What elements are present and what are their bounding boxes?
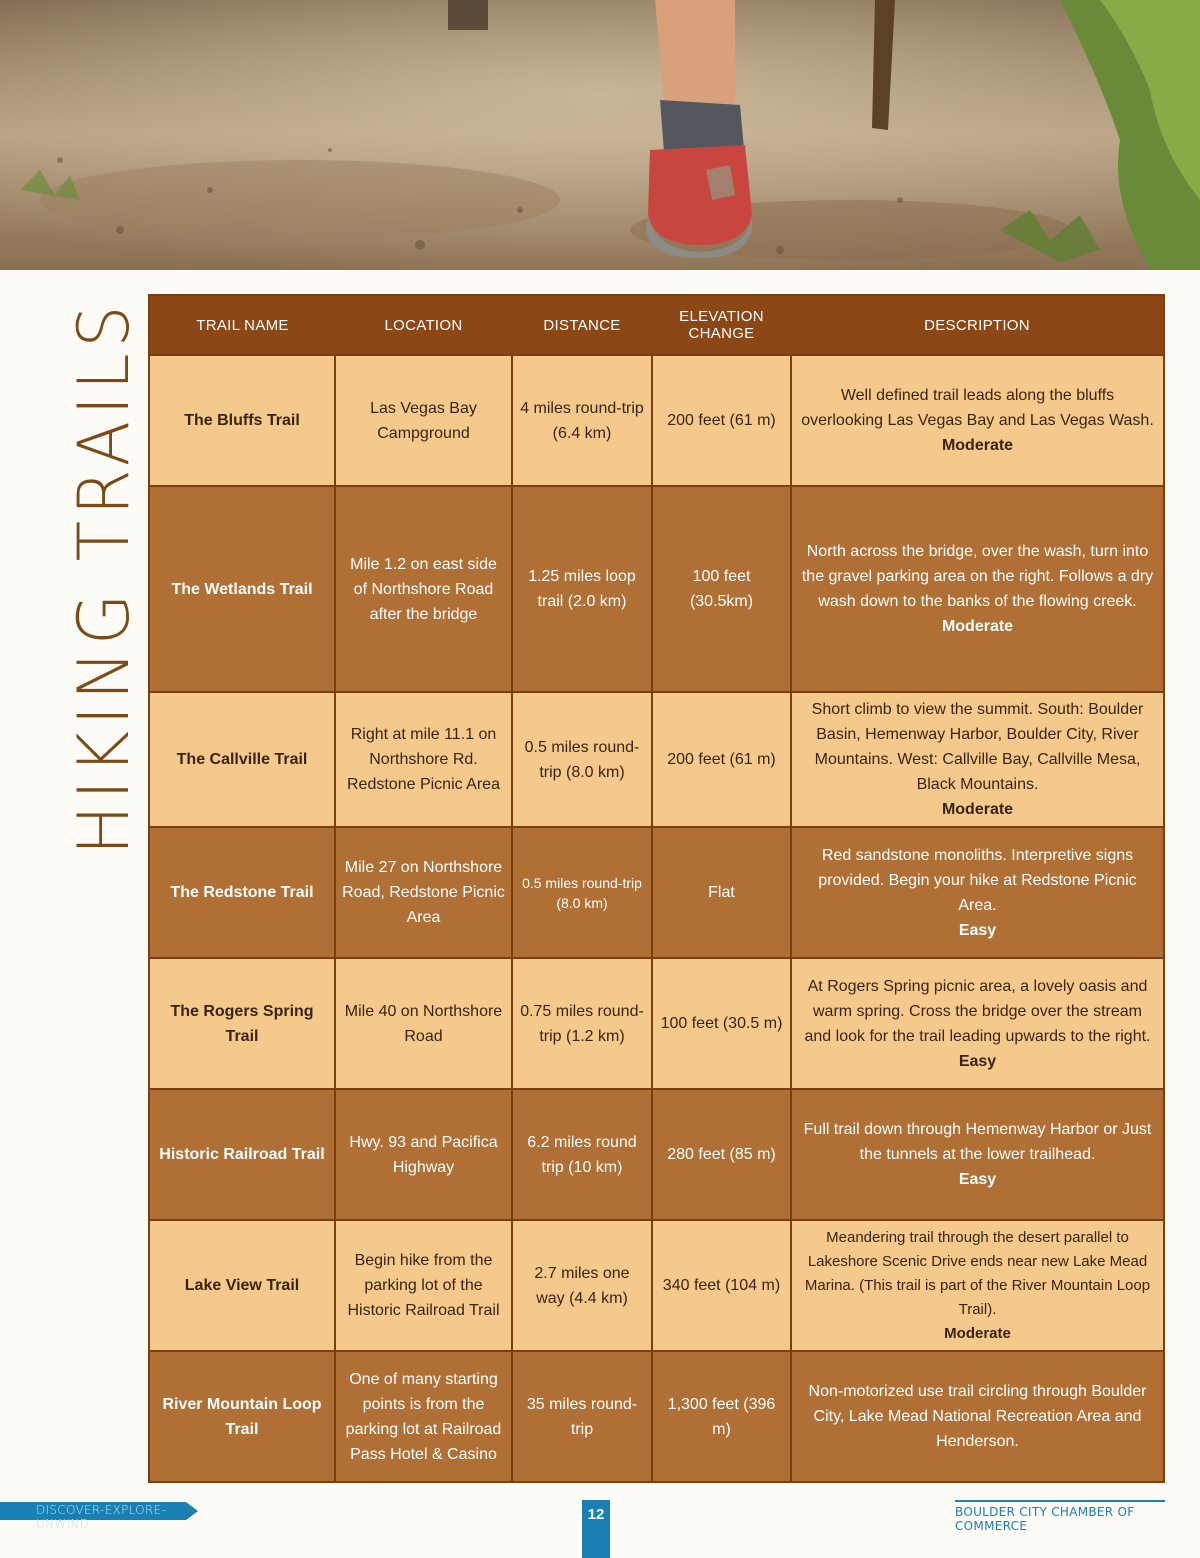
footer-publisher	[955, 1500, 1165, 1533]
hero-photo-hiker-boots	[0, 0, 1200, 270]
trail-description-cell	[791, 1351, 1164, 1482]
trail-description-cell	[791, 827, 1164, 958]
trail-distance: 0.75 miles round-trip (1.2 km)	[512, 958, 652, 1089]
side-title-text: HIKING TRAILS	[63, 300, 145, 855]
trail-distance: 35 miles round-trip	[512, 1351, 652, 1482]
trail-distance: 2.7 miles one way (4.4 km)	[512, 1220, 652, 1351]
trail-name: The Redstone Trail	[149, 827, 335, 958]
header-description: DESCRIPTION	[791, 295, 1164, 355]
trail-location: One of many starting points is from the parking lot at Railroad Pass Hotel & Casino	[335, 1351, 512, 1482]
side-title-vertical	[30, 300, 150, 860]
footer-tagline-banner	[0, 1502, 198, 1531]
trail-elevation: 100 feet (30.5 m)	[652, 958, 791, 1089]
table-row	[149, 692, 1164, 827]
header-elevation-change: ELEVATION CHANGE	[652, 295, 791, 355]
trail-distance: 6.2 miles round trip (10 km)	[512, 1089, 652, 1220]
table-row	[149, 1089, 1164, 1220]
side-title	[30, 300, 150, 860]
trail-distance: 0.5 miles round-trip (8.0 km)	[512, 692, 652, 827]
trail-difficulty: Easy	[958, 1171, 997, 1188]
trail-description-cell	[791, 355, 1164, 486]
trail-description: At Rogers Spring picnic area, a lovely oasis and warm spring. Cross the bridge over the stream and look for the trail leading upwards to the right.	[804, 977, 1151, 1045]
trail-distance: 0.5 miles round-trip (8.0 km)	[512, 827, 652, 958]
trail-description: Full trail down through Hemenway Harbor or Just the tunnels at the lower trailhead.	[803, 1121, 1152, 1163]
trail-name: The Rogers Spring Trail	[149, 958, 335, 1089]
trail-elevation: Flat	[652, 827, 791, 958]
trail-description: Non-motorized use trail circling through Boulder City, Lake Mead National Recreation Area and Henderson.	[808, 1383, 1147, 1450]
trail-name: River Mountain Loop Trail	[149, 1351, 335, 1482]
trail-name: The Bluffs Trail	[149, 355, 335, 486]
trail-distance: 4 miles round-trip (6.4 km)	[512, 355, 652, 486]
footer-tagline: DISCOVER-EXPLORE-UNWIND	[36, 1503, 167, 1531]
trail-elevation: 100 feet (30.5km)	[652, 486, 791, 692]
trail-difficulty: Moderate	[941, 618, 1014, 635]
trail-description-cell	[791, 692, 1164, 827]
table-row	[149, 958, 1164, 1089]
footer-publisher-text: BOULDER CITY CHAMBER OF COMMERCE	[955, 1505, 1135, 1533]
page-number: 12	[582, 1500, 610, 1558]
trail-photo	[0, 0, 1200, 270]
trail-elevation: 200 feet (61 m)	[652, 692, 791, 827]
trail-difficulty: Easy	[958, 921, 997, 939]
trail-distance: 1.25 miles loop trail (2.0 km)	[512, 486, 652, 692]
hiking-trails-table	[148, 294, 1165, 1483]
trail-location: Right at mile 11.1 on Northshore Rd. Redstone Picnic Area	[335, 692, 512, 827]
trail-description: Well defined trail leads along the bluffs overlooking Las Vegas Bay and Las Vegas Wash.	[801, 387, 1154, 429]
trail-name: Historic Railroad Trail	[149, 1089, 335, 1220]
trail-elevation: 340 feet (104 m)	[652, 1220, 791, 1351]
table-row	[149, 1351, 1164, 1482]
trail-elevation: 200 feet (61 m)	[652, 355, 791, 486]
header-distance: DISTANCE	[512, 295, 652, 355]
trail-description: Short climb to view the summit. South: Boulder Basin, Hemenway Harbor, Boulder City, River Mountains. West: Callville Bay, Callville Mesa, Black Mountains.	[811, 701, 1144, 793]
header-trail-name: TRAIL NAME	[149, 295, 335, 355]
trail-elevation: 1,300 feet (396 m)	[652, 1351, 791, 1482]
trail-description-cell	[791, 486, 1164, 692]
trail-description: Red sandstone monoliths. Interpretive signs provided. Begin your hike at Redstone Picnic Area.	[818, 846, 1137, 914]
trail-description: North across the bridge, over the wash, turn into the gravel parking area on the right. Follows a dry wash down to the banks of the flowing creek.	[801, 543, 1154, 610]
table-row	[149, 827, 1164, 958]
trail-name: Lake View Trail	[149, 1220, 335, 1351]
trail-description-cell	[791, 1220, 1164, 1351]
trail-description: Meandering trail through the desert parallel to Lakeshore Scenic Drive ends near new Lake Mead Marina. (This trail is part of the River Mountain Loop Trail).	[804, 1228, 1151, 1318]
table-row	[149, 486, 1164, 692]
table-row	[149, 355, 1164, 486]
trail-difficulty: Moderate	[941, 801, 1014, 818]
trail-description-cell	[791, 958, 1164, 1089]
header-location: LOCATION	[335, 295, 512, 355]
trail-location: Hwy. 93 and Pacifica Highway	[335, 1089, 512, 1220]
trail-location: Begin hike from the parking lot of the Historic Railroad Trail	[335, 1220, 512, 1351]
trail-location: Mile 1.2 on east side of Northshore Road after the bridge	[335, 486, 512, 692]
table-header-row	[149, 295, 1164, 355]
trail-location: Mile 40 on Northshore Road	[335, 958, 512, 1089]
trail-name: The Callville Trail	[149, 692, 335, 827]
trail-elevation: 280 feet (85 m)	[652, 1089, 791, 1220]
table-row	[149, 1220, 1164, 1351]
trail-location: Las Vegas Bay Campground	[335, 355, 512, 486]
trail-location: Mile 27 on Northshore Road, Redstone Picnic Area	[335, 827, 512, 958]
trail-difficulty: Easy	[958, 1052, 997, 1070]
trail-difficulty: Moderate	[941, 437, 1014, 454]
trail-difficulty: Moderate	[944, 1324, 1011, 1342]
trail-description-cell	[791, 1089, 1164, 1220]
trail-name: The Wetlands Trail	[149, 486, 335, 692]
